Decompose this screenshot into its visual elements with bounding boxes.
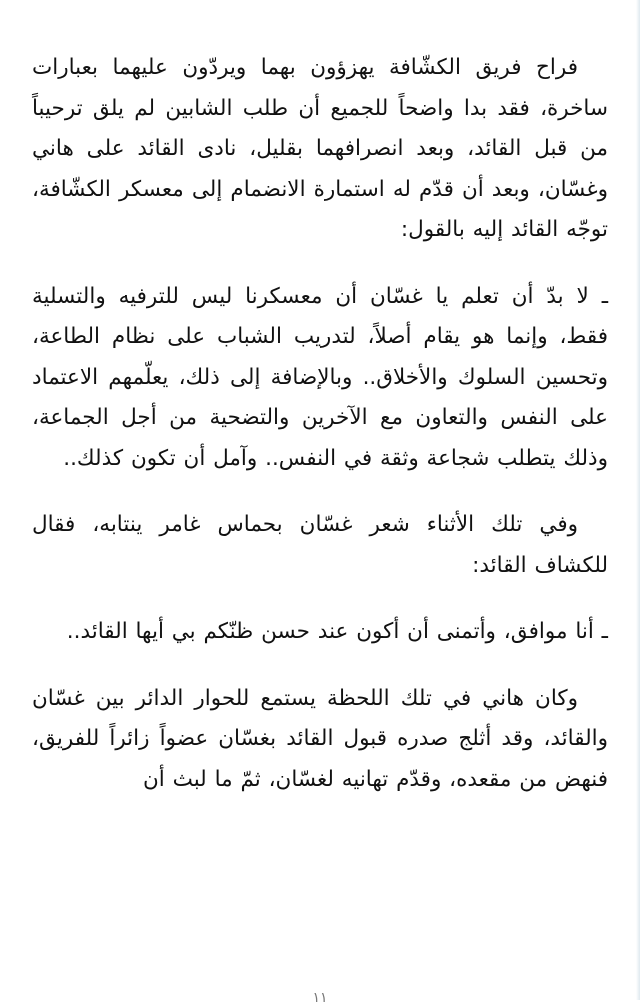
paragraph-1: فراح فريق الكشّافة يهزؤون بهما ويردّون عليهما بعبارات ساخرة، فقد بدا واضحاً للجميع أن طلب الشابين لم يلق ترحيباً من قبل القائد، وبعد انصرافهما بقليل، نادى القائد على هاني وغسّان، وبعد أن قدّم له استمارة الانضمام إلى معسكر الكشّافة، توجّه القائد إليه بالقول:	[32, 55, 608, 242]
paragraph-5: وكان هاني في تلك اللحظة يستمع للحوار الدائر بين غسّان والقائد، وقد أثلج صدره قبول القائد بغسّان عضواً زائراً للفريق، فنهض من مقعده، وقدّم تهانيه لغسّان، ثمّ ما لبث أن	[32, 685, 608, 792]
page-edge	[636, 0, 640, 1000]
page-number: ١١	[312, 990, 328, 1006]
body-text	[32, 48, 608, 800]
paragraph-2-dialogue: ـ لا بدّ أن تعلم يا غسّان أن معسكرنا ليس للترفيه والتسلية فقط، وإنما هو يقام أصلاً، لتدريب الشباب على نظام الطاعة، وتحسين السلوك والأخلاق.. وبالإضافة إلى ذلك، يعلّمهم الاعتماد على النفس والتعاون مع الآخرين والتضحية من أجل الجماعة، وذلك يتطلب شجاعة وثقة في النفس.. وآمل أن تكون كذلك..	[32, 283, 608, 471]
paragraph-3: وفي تلك الأثناء شعر غسّان بحماس غامر ينتابه، فقال للكشاف القائد:	[32, 512, 608, 578]
paragraph-4-dialogue: ـ أنا موافق، وأتمنى أن أكون عند حسن ظنّكم بي أيها القائد..	[66, 619, 608, 644]
